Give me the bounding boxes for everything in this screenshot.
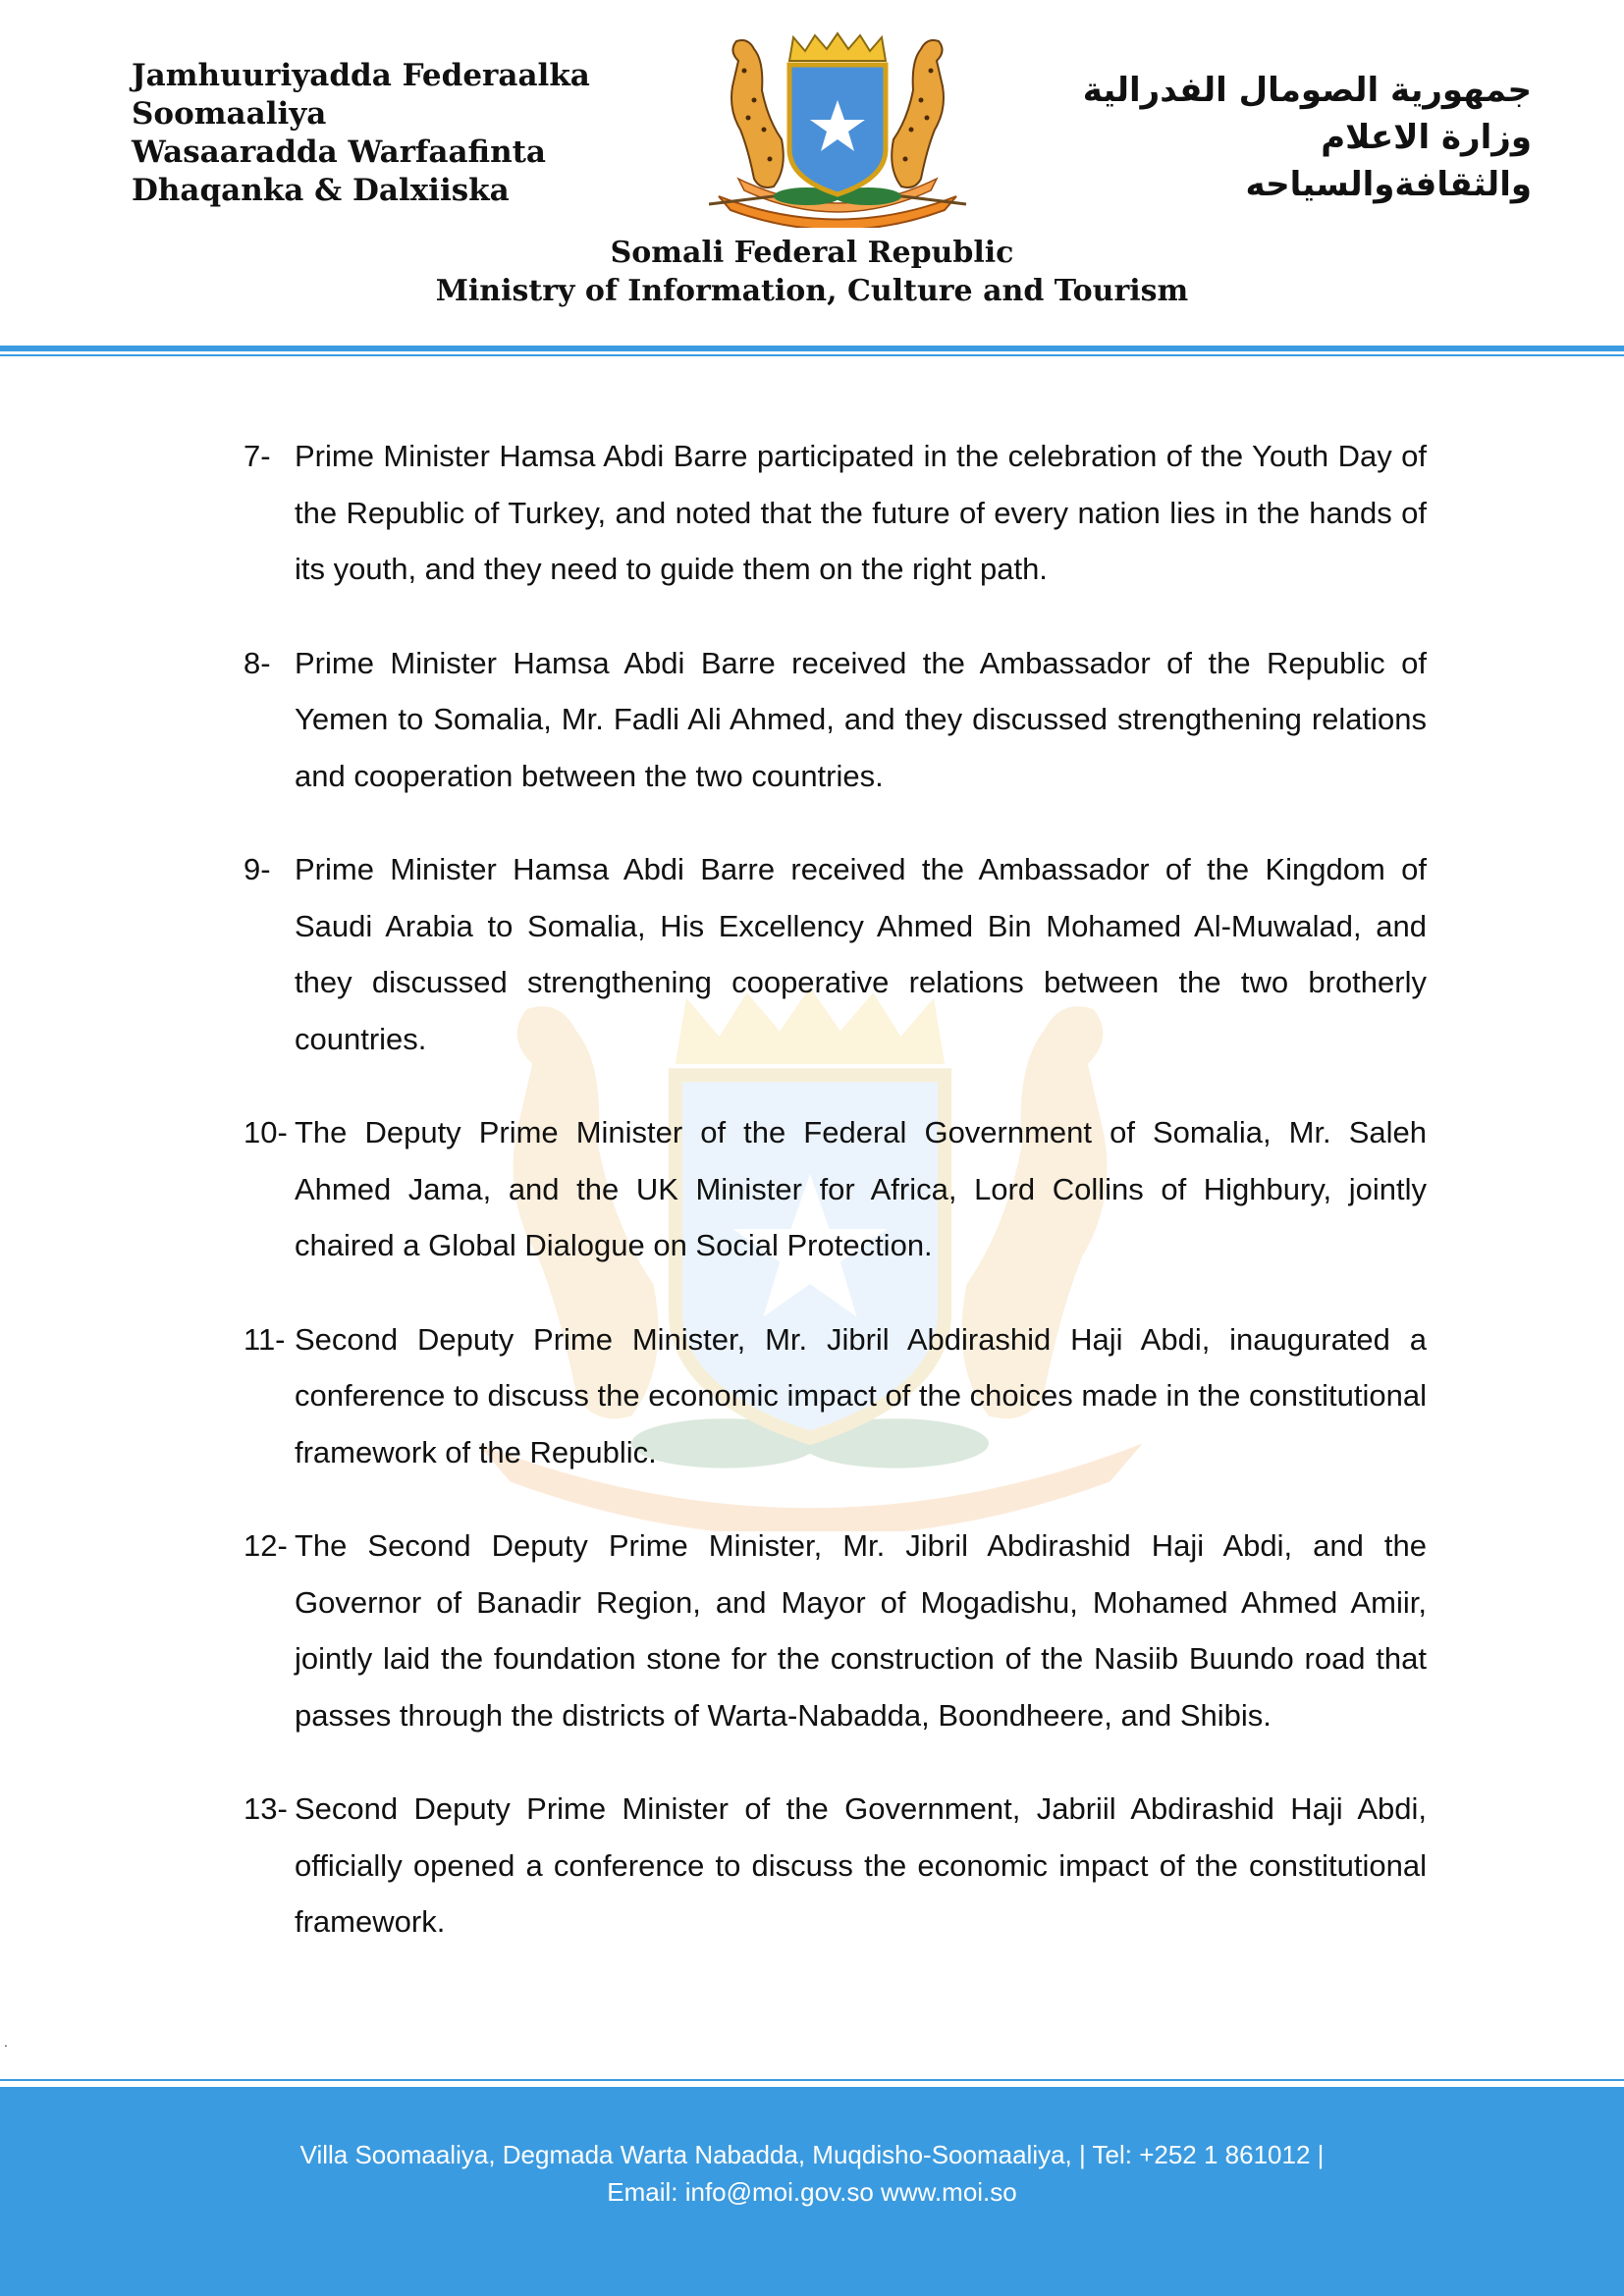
list-item-number: 8- [244,645,271,680]
list-item-number: 13- [244,1791,288,1826]
list-item-text: Second Deputy Prime Minister, Mr. Jibril Abdirashid Haji Abdi, inaugurated a conference to discuss the economic impact of the choices made in the constitutional framework of the Republic. [295,1321,1427,1469]
header-english-block [0,234,1624,310]
header-arabic-line-2: وزارة الاعلام [1321,118,1532,157]
numbered-list [244,428,1427,1988]
header-somali-text [132,57,590,210]
header-somali-line-4: Dhaqanka & Dalxiiska [132,173,510,208]
footer-address: Villa Soomaaliya, Degmada Warta Nabadda, Muqdisho-Soomaaliya, | Tel: +252 1 861012 | [299,2140,1325,2169]
list-item [244,1104,1427,1274]
list-item-text: The Deputy Prime Minister of the Federal Government of Somalia, Mr. Saleh Ahmed Jama, and the UK Minister for Africa, Lord Collins of Highbury, jointly chaired a Global Dialogue on Social Protection. [295,1115,1427,1262]
footer [0,2087,1624,2296]
list-item [244,428,1427,598]
header-somali-line-1: Jamhuuriyadda Federaalka [132,58,590,93]
list-item [244,841,1427,1067]
header-divider-thin [0,354,1624,356]
coat-of-arms-emblem [699,31,976,228]
list-item-text: Second Deputy Prime Minister of the Government, Jabriil Abdirashid Haji Abdi, officially opened a conference to discuss the economic impact of the constitutional framework. [295,1791,1427,1939]
list-item [244,1518,1427,1743]
list-item-text: The Second Deputy Prime Minister, Mr. Jibril Abdirashid Haji Abdi, and the Governor of Banadir Region, and Mayor of Mogadishu, Mohamed Ahmed Amiir, jointly laid the foundation stone for the construction of the Nasiib Buundo road that passes through the districts of Warta-Nabadda, Boondheere, and Shibis. [295,1528,1427,1733]
list-item-number: 12- [244,1528,288,1563]
list-item-text: Prime Minister Hamsa Abdi Barre received the Ambassador of the Kingdom of Saudi Arabia to Somalia, His Excellency Ahmed Bin Mohamed Al-Muwalad, and they discussed strengthening cooperative relations between the two brotherly countries. [295,852,1427,1056]
list-item-text: Prime Minister Hamsa Abdi Barre participated in the celebration of the Youth Day of the Republic of Turkey, and noted that the future of every nation lies in the hands of its youth, and they need to guide them on the right path. [295,439,1427,586]
list-item-number: 11- [244,1321,286,1357]
list-item-number: 10- [244,1115,288,1149]
header-arabic-line-3: والثقافةوالسياحه [1245,165,1532,204]
header-divider-thick [0,346,1624,351]
header-english-subtitle: Ministry of Information, Culture and Tourism [435,274,1189,308]
header-arabic-text [1021,67,1532,208]
header-arabic-line-1: جمهورية الصومال الفدرالية [1082,71,1532,110]
header-somali-line-3: Wasaaradda Warfaafinta [132,134,547,170]
list-item [244,1311,1427,1481]
list-item [244,635,1427,805]
list-item-number: 7- [244,439,271,473]
header-somali-line-2: Soomaaliya [132,96,327,132]
footer-divider [0,2079,1624,2081]
list-item [244,1781,1427,1950]
list-item-text: Prime Minister Hamsa Abdi Barre received the Ambassador of the Republic of Yemen to Somalia, Mr. Fadli Ali Ahmed, and they discussed strengthening relations and cooperation between the two countries. [295,645,1427,793]
list-item-number: 9- [244,852,271,886]
footer-contact: Email: info@moi.gov.so www.moi.so [607,2177,1017,2207]
header-english-title: Somali Federal Republic [610,236,1014,270]
stray-mark: . [4,2034,8,2050]
